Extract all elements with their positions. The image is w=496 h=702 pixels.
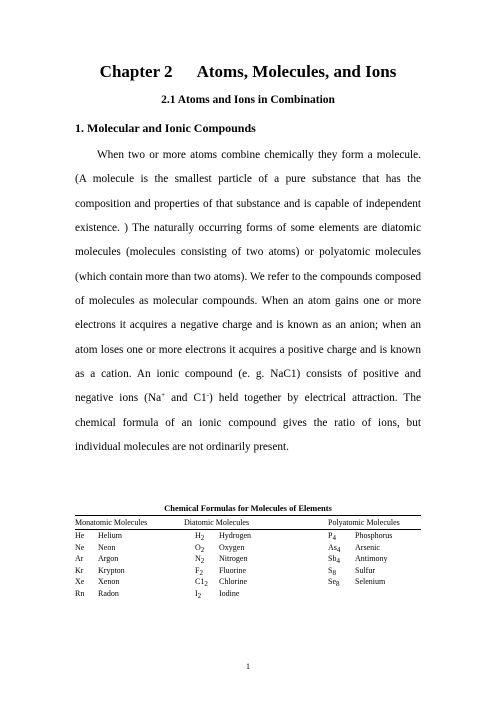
atom-count: 4	[336, 557, 340, 565]
element-symbol: C1	[195, 577, 205, 586]
table-caption: Chemical Formulas for Molecules of Elements	[164, 503, 332, 513]
table-row	[75, 565, 421, 577]
table-row	[75, 530, 421, 542]
section-title: 2.1 Atoms and Ions in Combination	[161, 94, 335, 106]
atom-count: 2	[204, 580, 208, 588]
element-symbol: O	[195, 542, 201, 552]
atom-count: 8	[336, 580, 340, 588]
atom-count: 2	[197, 591, 202, 600]
monatomic-name: Argon	[98, 554, 119, 563]
chapter-title	[0, 62, 496, 82]
table-header-row	[75, 516, 421, 529]
polyatomic-name: Antimony	[355, 554, 388, 563]
element-symbol: Sb	[328, 554, 337, 563]
monatomic-symbol: Xe	[75, 577, 85, 586]
header-polyatomic: Polyatomic Molecules	[328, 518, 400, 527]
monatomic-symbol: He	[75, 531, 85, 540]
header-monatomic: Monatomic Molecules	[75, 518, 148, 527]
polyatomic-name: Selenium	[355, 577, 386, 586]
diatomic-formula	[195, 553, 204, 565]
diatomic-formula	[195, 542, 204, 554]
atom-count: 2	[200, 545, 205, 554]
element-symbol: I	[195, 588, 198, 598]
table-row	[75, 542, 421, 554]
body-paragraph	[75, 143, 421, 459]
diatomic-name: Fluorine	[219, 565, 247, 575]
element-symbol: F	[195, 565, 200, 575]
page-number: 1	[246, 662, 250, 671]
polyatomic-name: Arsenic	[355, 542, 380, 552]
table-row	[75, 588, 421, 600]
polyatomic-formula	[328, 530, 336, 542]
chapter-number: Chapter 2	[99, 62, 173, 81]
paragraph-text-mid: and C1	[165, 392, 207, 405]
polyatomic-formula	[328, 553, 340, 565]
diatomic-name: Iodine	[219, 588, 240, 598]
monatomic-symbol: Ne	[75, 542, 85, 552]
diatomic-name: Nitrogen	[219, 554, 248, 563]
polyatomic-name: Phosphorus	[355, 531, 393, 540]
element-symbol: N	[195, 554, 201, 563]
chloride-charge: -	[206, 391, 209, 400]
diatomic-formula	[195, 565, 203, 577]
table-row	[75, 576, 421, 588]
monatomic-symbol: Rn	[75, 588, 85, 598]
atom-count: 2	[199, 568, 203, 577]
atom-count: 2	[200, 557, 205, 565]
diatomic-formula	[195, 576, 208, 588]
monatomic-name: Krypton	[98, 565, 125, 575]
element-symbol: As	[328, 542, 337, 552]
subsection-title: 1. Molecular and Ionic Compounds	[75, 121, 256, 135]
monatomic-name: Xenon	[98, 577, 120, 586]
paragraph-text-2: ) held together by electrical attraction. The chemical formula of an ionic compound gives the ratio of ions, but individual molecules are not ordinarily present.	[75, 392, 421, 454]
monatomic-symbol: Ar	[75, 554, 84, 563]
sodium-charge: +	[161, 391, 166, 400]
polyatomic-formula	[328, 542, 340, 554]
diatomic-name: Oxygen	[219, 542, 245, 552]
element-symbol: P	[328, 531, 333, 540]
atom-count: 8	[332, 568, 336, 577]
monatomic-name: Radon	[98, 588, 119, 598]
element-symbol: S	[328, 565, 333, 575]
atom-count: 4	[336, 545, 341, 554]
element-symbol: H	[195, 531, 201, 540]
atom-count: 4	[332, 534, 336, 542]
chapter-name: Atoms, Molecules, and Ions	[196, 62, 397, 81]
table-body	[75, 530, 421, 599]
monatomic-name: Neon	[98, 542, 116, 552]
header-diatomic: Diatomic Molecules	[184, 518, 250, 527]
paragraph-text-1: When two or more atoms combine chemically they form a molecule. (A molecule is the smallest particle of a pure substance that has the composition and properties of that substance and is capable of independent existence. ) The naturally occurring forms of some elements are diatomic molecules (molecules consisting of two atoms) or polyatomic molecules (which contain more than two atoms). We refer to the compounds composed of molecules as molecular compounds. When an atom gains one or more electrons it acquires a negative charge and is known as an anion; when an atom loses one or more electrons it acquires a positive charge and is known as a cation. An ionic compound (e. g. NaC1) consists of positive and negative ions (Na	[75, 149, 421, 405]
monatomic-name: Helium	[98, 531, 122, 540]
diatomic-formula	[195, 530, 204, 542]
polyatomic-formula	[328, 565, 336, 577]
formula-table	[75, 515, 421, 599]
diatomic-name: Chlorine	[219, 577, 247, 586]
diatomic-formula	[195, 588, 201, 600]
element-symbol: Se	[328, 577, 336, 586]
atom-count: 2	[200, 534, 205, 542]
diatomic-name: Hydrogen	[219, 531, 251, 540]
monatomic-symbol: Kr	[75, 565, 84, 575]
polyatomic-formula	[328, 576, 340, 588]
polyatomic-name: Sulfur	[355, 565, 375, 575]
table-row	[75, 553, 421, 565]
